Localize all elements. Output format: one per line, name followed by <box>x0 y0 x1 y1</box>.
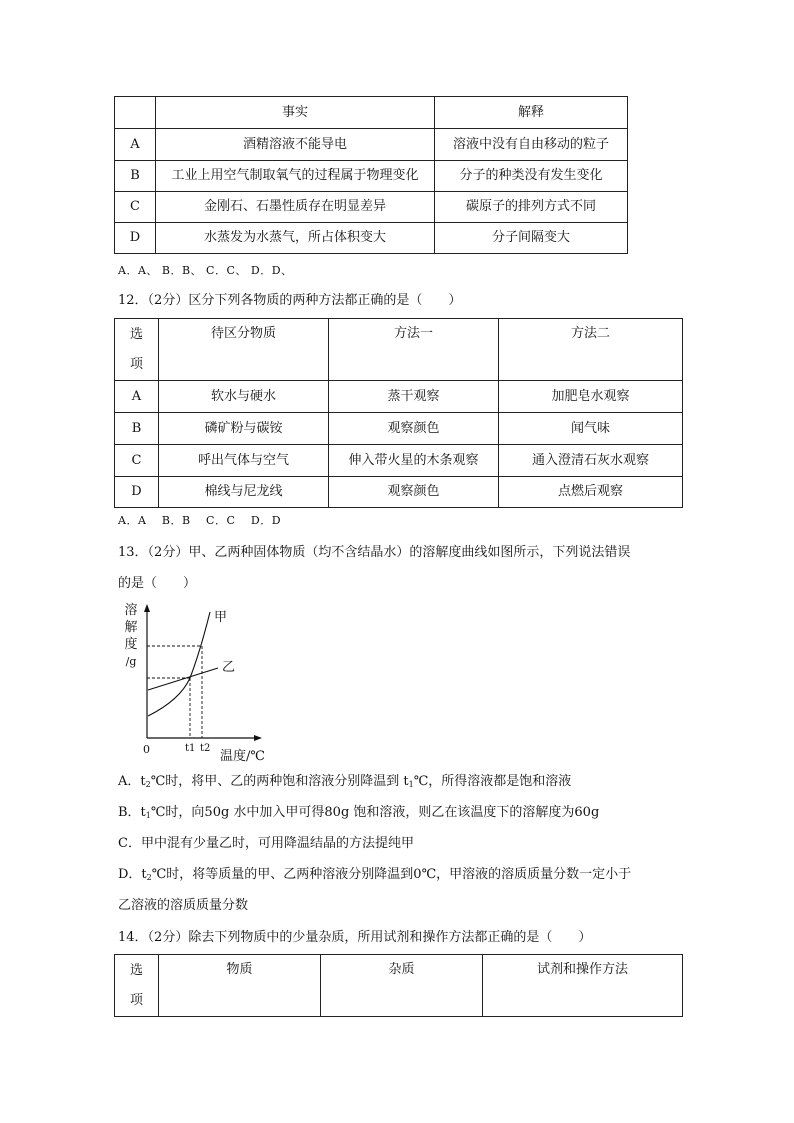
table-header-cell: 方法二 <box>499 319 683 381</box>
row-letter: D <box>115 477 159 508</box>
header-char: 选 <box>129 962 143 978</box>
x-axis-arrow <box>254 735 262 741</box>
y-label-char: 解 <box>124 620 138 635</box>
item-cell: 磷矿粉与碳铵 <box>159 413 329 445</box>
item-cell: 软水与硬水 <box>159 381 329 413</box>
curve-yi <box>148 668 218 690</box>
table-header-cell: 杂质 <box>321 955 483 1017</box>
table-header-cell: 试剂和操作方法 <box>483 955 683 1017</box>
subscript: 2 <box>146 873 152 882</box>
impurity-removal-table <box>114 954 683 1017</box>
fact-cell: 工业上用空气制取氧气的过程属于物理变化 <box>156 161 435 192</box>
explain-cell: 分子的种类没有发生变化 <box>435 161 628 192</box>
q14-stem: 14．（2分）除去下列物质中的少量杂质，所用试剂和操作方法都正确的是（ ） <box>118 930 592 945</box>
option-text: D．t <box>118 867 147 882</box>
header-char: 选 <box>129 326 143 342</box>
q13-option-b <box>118 804 599 825</box>
table-header-cell: 方法一 <box>329 319 499 381</box>
row-letter: C <box>115 192 156 223</box>
q13-option-c: C．甲中混有少量乙时，可用降温结晶的方法提纯甲 <box>118 836 414 851</box>
table-row <box>115 381 683 413</box>
q13-stem-line1: 13．（2分）甲、乙两种固体物质（均不含结晶水）的溶解度曲线如图所示，下列说法错误 <box>118 545 631 560</box>
y-axis-arrow <box>144 604 150 612</box>
q12-options: A．A B．B C．C D．D <box>118 514 282 527</box>
curve-jia-label: 甲 <box>214 610 228 625</box>
option-text: B．t <box>118 805 146 820</box>
table-row <box>115 223 628 254</box>
table-header-cell <box>115 955 159 1017</box>
option-text: ℃时，将甲、乙的两种饱和溶液分别降温到 t <box>150 774 409 789</box>
q13-option-d-line2: 乙溶液的溶质质量分数 <box>118 898 249 913</box>
table-row <box>115 477 683 508</box>
t2-label: t2 <box>200 743 211 754</box>
fact-cell: 金刚石、石墨性质存在明显差异 <box>156 192 435 223</box>
option-text: ℃时，向50g 水中加入甲可得80g 饱和溶液，则乙在该温度下的溶解度为60g <box>150 805 600 820</box>
solubility-curve-svg <box>118 602 278 764</box>
table-header-cell <box>115 97 156 129</box>
method2-cell: 闻气味 <box>499 413 683 445</box>
origin-label: 0 <box>143 743 150 756</box>
method2-cell: 通入澄清石灰水观察 <box>499 445 683 477</box>
y-label-char: 溶 <box>124 603 138 618</box>
row-letter: B <box>115 413 159 445</box>
q13-option-a <box>118 773 571 794</box>
method2-cell: 加肥皂水观察 <box>499 381 683 413</box>
fact-cell: 水蒸发为水蒸气，所占体积变大 <box>156 223 435 254</box>
distinguish-methods-table <box>114 318 683 508</box>
explain-cell: 分子间隔变大 <box>435 223 628 254</box>
item-cell: 呼出气体与空气 <box>159 445 329 477</box>
y-label-unit: /g <box>125 655 137 668</box>
header-char: 项 <box>129 992 143 1008</box>
table-header-cell <box>115 319 159 381</box>
subscript: 1 <box>145 811 151 820</box>
subscript: 1 <box>408 780 414 789</box>
q11-options: A．A、 B．B、 C．C、 D．D、 <box>118 264 293 277</box>
method1-cell: 蒸干观察 <box>329 381 499 413</box>
y-axis-label <box>122 602 140 670</box>
row-letter: C <box>115 445 159 477</box>
table-header-cell: 事实 <box>156 97 435 129</box>
solubility-graph <box>118 602 278 764</box>
method2-cell: 点燃后观察 <box>499 477 683 508</box>
table-row <box>115 192 628 223</box>
curve-jia <box>148 612 210 716</box>
table-header-cell: 待区分物质 <box>159 319 329 381</box>
q12-stem: 12．（2分）区分下列各物质的两种方法都正确的是（ ） <box>118 293 462 308</box>
table-row <box>115 161 628 192</box>
table-row <box>115 129 628 161</box>
explain-cell: 溶液中没有自由移动的粒子 <box>435 129 628 161</box>
explain-cell: 碳原子的排列方式不同 <box>435 192 628 223</box>
table-header-cell: 物质 <box>159 955 321 1017</box>
fact-explanation-table <box>114 96 628 254</box>
row-letter: D <box>115 223 156 254</box>
table-row <box>115 413 683 445</box>
subscript: 2 <box>145 780 151 789</box>
q13-option-d <box>118 866 631 887</box>
item-cell: 棉线与尼龙线 <box>159 477 329 508</box>
method1-cell: 观察颜色 <box>329 477 499 508</box>
x-axis-label: 温度/℃ <box>220 749 265 764</box>
row-letter: B <box>115 161 156 192</box>
t1-label: t1 <box>185 743 196 754</box>
table-row <box>115 445 683 477</box>
method1-cell: 观察颜色 <box>329 413 499 445</box>
header-char: 项 <box>129 356 143 372</box>
table-header-cell: 解释 <box>435 97 628 129</box>
option-text: ℃，所得溶液都是饱和溶液 <box>413 774 572 789</box>
y-label-char: 度 <box>124 637 138 652</box>
q13-stem-line2: 的是（ ） <box>118 576 197 591</box>
option-text: A．t <box>118 774 146 789</box>
curve-yi-label: 乙 <box>222 660 236 675</box>
row-letter: A <box>115 381 159 413</box>
option-text: ℃时，将等质量的甲、乙两种溶液分别降温到0℃，甲溶液的溶质质量分数一定小于 <box>151 867 632 882</box>
row-letter: A <box>115 129 156 161</box>
fact-cell: 酒精溶液不能导电 <box>156 129 435 161</box>
method1-cell: 伸入带火星的木条观察 <box>329 445 499 477</box>
